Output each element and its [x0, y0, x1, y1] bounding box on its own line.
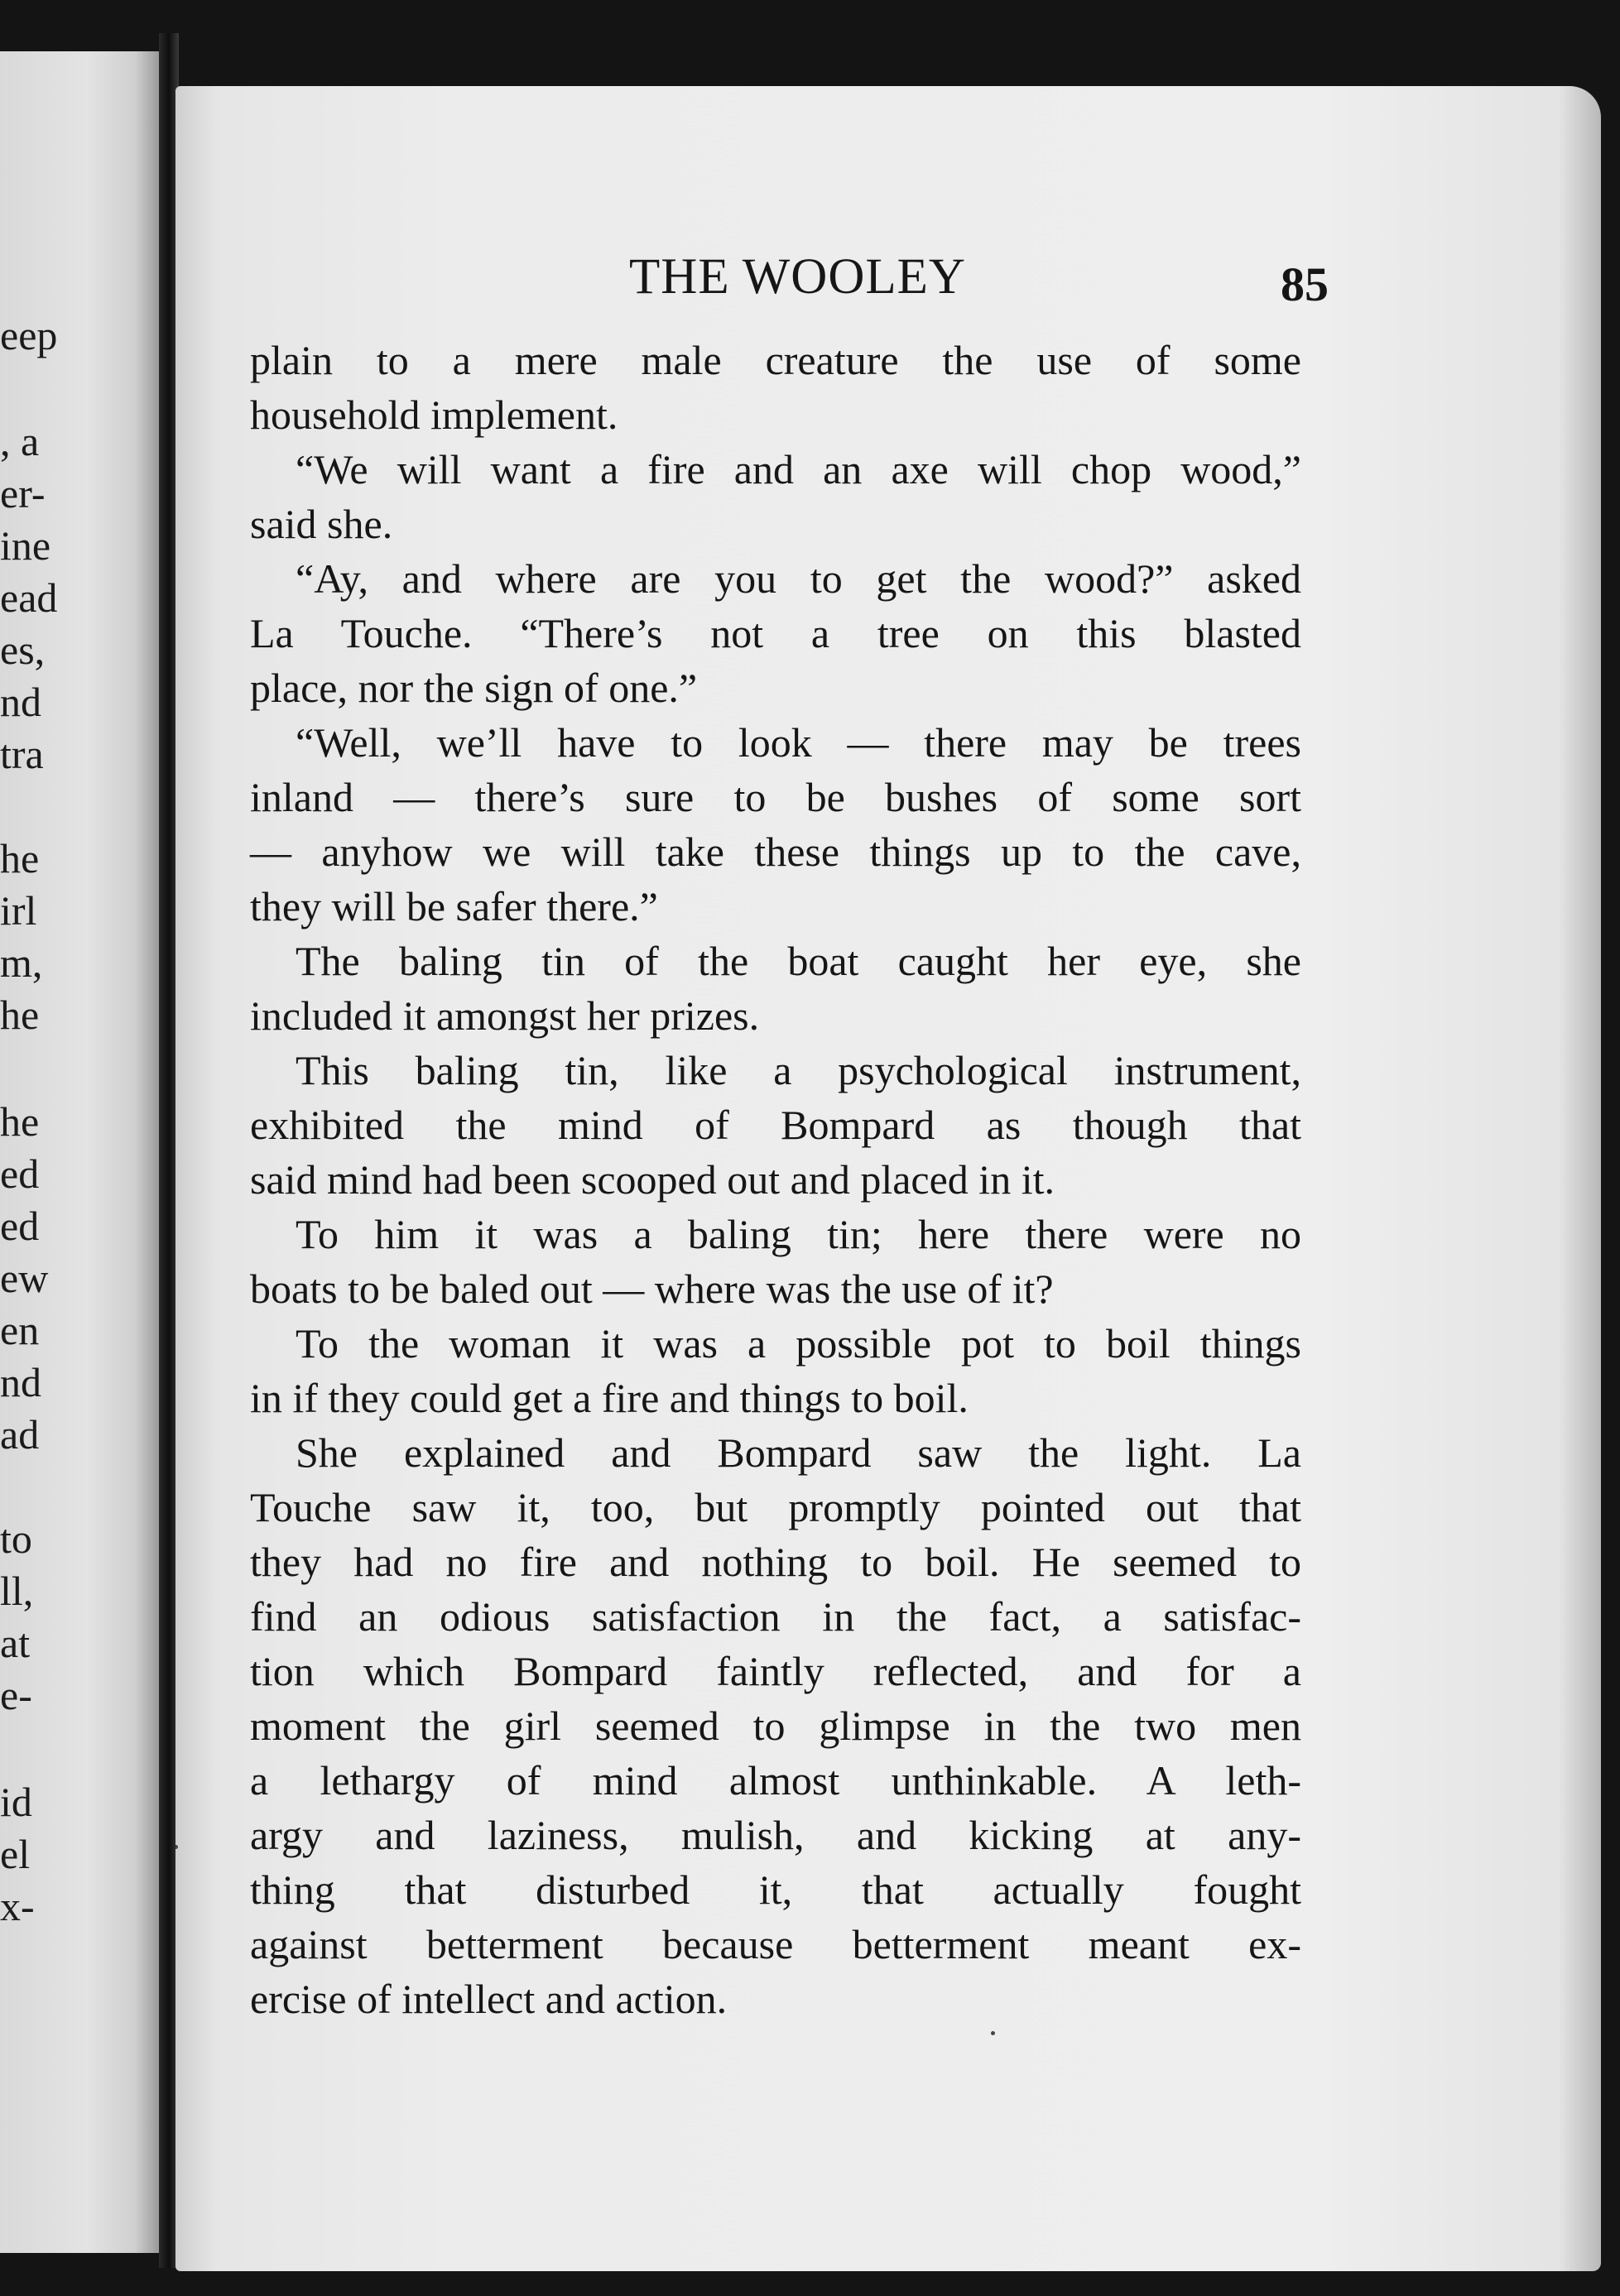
- left-fragment: ine: [0, 522, 51, 569]
- text-line: against betterment because betterment meant ex-: [250, 1921, 1301, 1967]
- left-fragment: m,: [0, 939, 43, 986]
- left-fragment: to: [0, 1515, 32, 1562]
- running-head: THE WOOLEY: [629, 249, 966, 305]
- paper-speck: [991, 2031, 995, 2035]
- text-line: they will be safer there.”: [250, 883, 658, 929]
- text-line: “Ay, and where are you to get the wood?” asked: [296, 555, 1301, 602]
- left-fragment: , a: [0, 418, 40, 464]
- text-line: argy and laziness, mulish, and kicking at any-: [250, 1812, 1301, 1858]
- left-fragment: at: [0, 1620, 31, 1666]
- left-fragment: ed: [0, 1203, 40, 1249]
- left-fragment: es,: [0, 627, 46, 673]
- text-line: tion which Bompard faintly reflected, and for a: [250, 1648, 1301, 1694]
- text-line: said she.: [250, 501, 393, 547]
- text-line: “Well, we’ll have to look — there may be trees: [296, 719, 1301, 766]
- left-fragment: tra: [0, 731, 44, 777]
- text-line: The baling tin of the boat caught her eye, she: [296, 938, 1301, 984]
- text-line: — anyhow we will take these things up to the cave,: [250, 829, 1301, 875]
- left-fragment: he: [0, 992, 40, 1038]
- text-line: plain to a mere male creature the use of some: [250, 337, 1301, 383]
- text-line: exhibited the mind of Bompard as though that: [250, 1102, 1301, 1148]
- text-line: they had no fire and nothing to boil. He seemed to: [250, 1539, 1301, 1585]
- text-line: ercise of intellect and action.: [250, 1976, 728, 2022]
- previous-page-text-fragments: [0, 51, 159, 2253]
- text-line: To him it was a baling tin; here there were no: [296, 1211, 1301, 1257]
- left-fragment: nd: [0, 679, 41, 725]
- text-line: household implement.: [250, 391, 618, 438]
- text-line: included it amongst her prizes.: [250, 992, 760, 1039]
- page-number: 85: [1281, 257, 1329, 311]
- text-line: “We will want a fire and an axe will chop wood,”: [296, 446, 1301, 492]
- text-line: She explained and Bompard saw the light. La: [296, 1429, 1301, 1476]
- left-fragment: id: [0, 1779, 32, 1825]
- left-fragment: irl: [0, 887, 37, 934]
- text-line: said mind had been scooped out and placed in it.: [250, 1156, 1055, 1203]
- left-fragment: e-: [0, 1672, 32, 1718]
- left-fragment: ew: [0, 1255, 49, 1301]
- left-fragment: ad: [0, 1411, 40, 1458]
- text-line: Touche saw it, too, but promptly pointed out that: [250, 1484, 1301, 1530]
- text-line: boats to be baled out — where was the use of it?: [250, 1266, 1054, 1312]
- text-line: find an odious satisfaction in the fact, a satisfac-: [250, 1593, 1301, 1640]
- book-page: [175, 86, 1601, 2271]
- text-line: This baling tin, like a psychological instrument,: [296, 1047, 1301, 1093]
- text-line: a lethargy of mind almost unthinkable. A leth-: [250, 1757, 1301, 1804]
- text-line: thing that disturbed it, that actually fought: [250, 1866, 1301, 1913]
- left-fragment: ll,: [0, 1568, 34, 1614]
- left-fragment: el: [0, 1831, 31, 1877]
- left-fragment: nd: [0, 1359, 41, 1405]
- left-fragment: ed: [0, 1150, 40, 1197]
- text-line: moment the girl seemed to glimpse in the two men: [250, 1703, 1301, 1749]
- paper-speck: [175, 1845, 178, 1849]
- page-body: [250, 333, 1301, 2026]
- left-fragment: he: [0, 835, 40, 881]
- previous-page-edge: [0, 51, 159, 2253]
- text-line: To the woman it was a possible pot to boil things: [296, 1320, 1301, 1367]
- left-fragment: en: [0, 1307, 40, 1353]
- text-line: inland — there’s sure to be bushes of some sort: [250, 774, 1301, 820]
- left-fragment: er-: [0, 470, 46, 516]
- left-fragment: x-: [0, 1883, 35, 1929]
- left-fragment: eep: [0, 312, 58, 358]
- page-header: [175, 248, 1601, 315]
- left-fragment: he: [0, 1098, 40, 1145]
- text-line: place, nor the sign of one.”: [250, 665, 698, 711]
- left-fragment: ead: [0, 574, 58, 621]
- text-line: La Touche. “There’s not a tree on this blasted: [250, 610, 1301, 656]
- text-line: in if they could get a fire and things to boil.: [250, 1375, 969, 1421]
